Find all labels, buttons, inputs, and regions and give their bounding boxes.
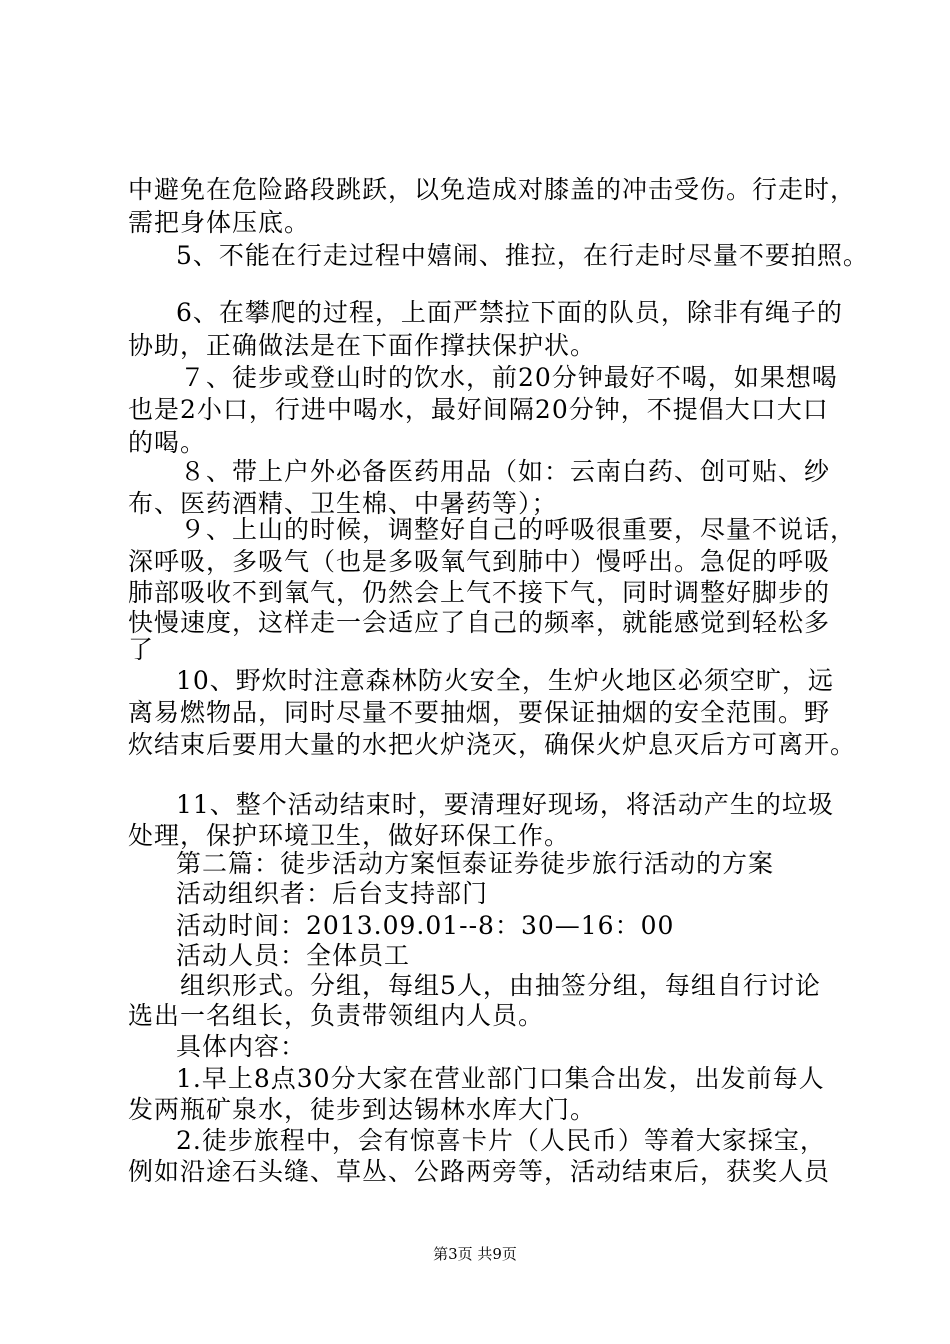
- text-line: 也是2小口，行进中喝水，最好间隔20分钟，不提倡大口大口: [128, 395, 829, 424]
- text-line: 了: [128, 635, 155, 664]
- text-line: 第二篇：徒步活动方案恒泰证券徒步旅行活动的方案: [176, 849, 775, 878]
- text-line: 发两瓶矿泉水，徒步到达锡林水库大门。: [128, 1095, 597, 1124]
- text-line: ９、上山的时候，调整好自己的呼吸很重要，尽量不说话，: [180, 515, 857, 544]
- text-line: 活动人员：全体员工: [176, 941, 411, 970]
- text-line: 1.早上8点30分大家在营业部门口集合出发，出发前每人: [176, 1064, 825, 1093]
- text-line: 的喝。: [128, 428, 207, 457]
- text-line: ８、带上户外必备医药用品（如：云南白药、创可贴、纱: [180, 457, 831, 486]
- text-line: 5、不能在行走过程中嬉闹、推拉，在行走时尽量不要拍照。: [176, 241, 869, 270]
- text-line: 活动时间：2013.09.01--8：30—16：00: [176, 911, 675, 940]
- text-line: 离易燃物品，同时尽量不要抽烟，要保证抽烟的安全范围。野: [128, 698, 831, 727]
- text-line: 炊结束后要用大量的水把火炉浇灭，确保火炉息灭后方可离开。: [128, 730, 857, 759]
- text-line: 例如沿途石头缝、草丛、公路两旁等，活动结束后，获奖人员: [128, 1157, 831, 1186]
- text-line: 10、野炊时注意森林防火安全，生炉火地区必须空旷，远: [176, 666, 834, 695]
- page-footer: 第3页 共9页: [433, 1245, 517, 1263]
- text-line: 6、在攀爬的过程，上面严禁拉下面的队员，除非有绳子的: [176, 298, 843, 327]
- text-line: 处理，保护环境卫生，做好环保工作。: [128, 821, 571, 850]
- text-line: 需把身体压底。: [128, 208, 311, 237]
- text-line: 组织形式。分组，每组5人，由抽签分组，每组自行讨论: [180, 971, 821, 1000]
- text-line: ７、徒步或登山时的饮水，前20分钟最好不喝，如果想喝: [180, 363, 838, 392]
- text-line: 协助，正确做法是在下面作撑扶保护状。: [128, 331, 597, 360]
- text-line: 具体内容：: [176, 1032, 307, 1061]
- text-line: 11、整个活动结束时，要清理好现场，将活动产生的垃圾: [176, 790, 834, 819]
- text-line: 2.徒步旅程中，会有惊喜卡片（人民币）等着大家採宝，: [176, 1126, 826, 1155]
- text-line: 活动组织者：后台支持部门: [176, 879, 489, 908]
- text-line: 深呼吸，多吸气（也是多吸氧气到肺中）慢呼出。急促的呼吸: [128, 547, 831, 576]
- text-line: 选出一名组长，负责带领组内人员。: [128, 1001, 545, 1030]
- text-line: 布、医药酒精、卫生棉、中暑药等）；: [128, 489, 558, 518]
- text-line: 快慢速度，这样走一会适应了自己的频率，就能感觉到轻松多: [128, 608, 831, 637]
- text-line: 肺部吸收不到氧气，仍然会上气不接下气，同时调整好脚步的: [128, 578, 831, 607]
- text-line: 中避免在危险路段跳跃，以免造成对膝盖的冲击受伤。行走时，: [128, 175, 857, 204]
